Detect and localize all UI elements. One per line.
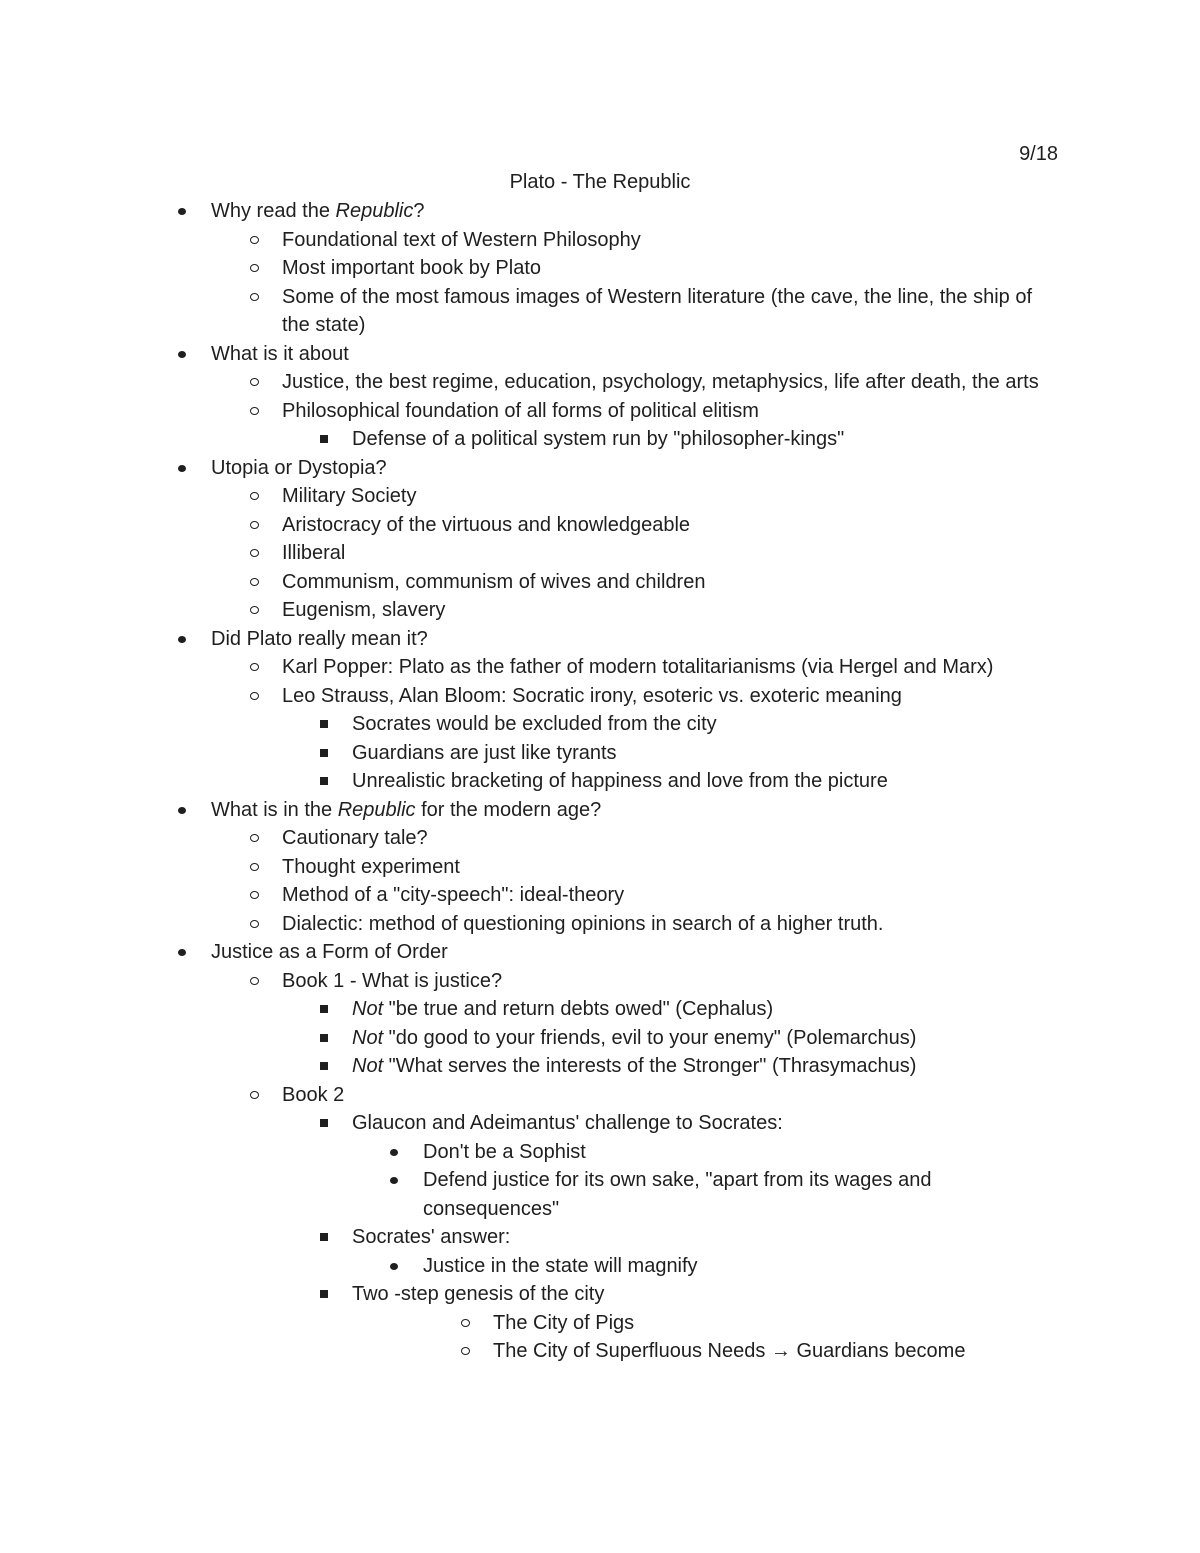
outline-item bbox=[0, 1166, 1200, 1223]
bullet-square-icon bbox=[320, 1233, 328, 1241]
outline-item bbox=[0, 967, 1200, 996]
bullet-circle-icon bbox=[250, 891, 259, 899]
outline-item bbox=[0, 425, 1200, 454]
bullet-circle-icon bbox=[461, 1347, 470, 1355]
text-segment: for the modern age? bbox=[415, 798, 602, 821]
bullet-circle-icon bbox=[250, 977, 259, 985]
outline-item bbox=[0, 767, 1200, 796]
bullet-disc-icon bbox=[178, 949, 186, 956]
outline-item bbox=[0, 1252, 1200, 1281]
text-segment: ? bbox=[413, 200, 425, 222]
bullet-circle-icon bbox=[250, 692, 259, 700]
bullet-disc-icon bbox=[390, 1149, 398, 1156]
outline-item-text: Method of a "city-speech": ideal-theory bbox=[282, 884, 625, 906]
outline-item bbox=[0, 910, 1200, 939]
outline-item bbox=[0, 1052, 1200, 1081]
outline-item bbox=[0, 226, 1200, 255]
outline-item-text: Socrates' answer: bbox=[352, 1226, 511, 1248]
bullet-circle-icon bbox=[250, 521, 259, 529]
italic-text: Republic bbox=[337, 798, 416, 821]
bullet-square-icon bbox=[320, 1005, 328, 1013]
italic-text: Not bbox=[352, 998, 384, 1020]
text-segment: "What serves the interests of the Stronger" (Thrasymachus) bbox=[383, 1055, 917, 1077]
outline-item-text: Eugenism, slavery bbox=[282, 599, 446, 621]
outline-item-text: Illiberal bbox=[282, 542, 346, 564]
outline-item-text: Utopia or Dystopia? bbox=[211, 456, 387, 479]
outline-item-text: Glaucon and Adeimantus' challenge to Socrates: bbox=[352, 1112, 783, 1134]
outline-item bbox=[0, 881, 1200, 910]
outline-item-text: Don't be a Sophist bbox=[423, 1140, 586, 1163]
text-segment: Why read the bbox=[211, 200, 336, 222]
italic-text: Not bbox=[352, 1026, 384, 1049]
text-segment: "do good to your friends, evil to your enemy" (Polemarchus) bbox=[383, 1026, 917, 1049]
bullet-circle-icon bbox=[250, 407, 259, 415]
outline-item-text: Most important book by Plato bbox=[282, 257, 542, 279]
outline-item bbox=[0, 596, 1200, 625]
outline-item-text: Leo Strauss, Alan Bloom: Socratic irony, esoteric vs. exoteric meaning bbox=[282, 684, 902, 707]
bullet-circle-icon bbox=[250, 549, 259, 557]
bullet-circle-icon bbox=[250, 264, 259, 272]
outline-item-text: Justice in the state will magnify bbox=[423, 1254, 698, 1277]
outline-item bbox=[0, 1309, 1200, 1338]
outline-item-text bbox=[352, 1024, 1062, 1053]
outline-item bbox=[0, 1138, 1200, 1167]
bullet-square-icon bbox=[320, 1062, 328, 1070]
outline-item-text: Justice as a Form of Order bbox=[211, 941, 448, 963]
outline-item bbox=[0, 568, 1200, 597]
outline-item bbox=[0, 1280, 1200, 1309]
outline-item bbox=[0, 368, 1200, 397]
outline-item-text bbox=[211, 197, 1061, 226]
outline-item-text bbox=[211, 796, 1061, 825]
outline-item-text: What is it about bbox=[211, 342, 349, 365]
outline-item bbox=[0, 938, 1200, 967]
outline-item-text: Aristocracy of the virtuous and knowledgeable bbox=[282, 513, 691, 536]
bullet-circle-icon bbox=[250, 293, 259, 301]
outline-item bbox=[0, 340, 1200, 369]
outline-item-text: Justice, the best regime, education, psychology, metaphysics, life after death, the arts bbox=[282, 371, 1039, 393]
outline-item bbox=[0, 995, 1200, 1024]
italic-text: Not bbox=[352, 1055, 384, 1077]
bullet-square-icon bbox=[320, 1290, 328, 1298]
outline-item-text: The City of Pigs bbox=[493, 1311, 635, 1334]
bullet-circle-icon bbox=[461, 1319, 470, 1327]
bullet-circle-icon bbox=[250, 236, 259, 244]
outline-item-text bbox=[352, 1052, 1062, 1081]
outline-item bbox=[0, 1109, 1200, 1138]
outline-item-text: Foundational text of Western Philosophy bbox=[282, 228, 641, 251]
bullet-square-icon bbox=[320, 720, 328, 728]
outline-item-text: Military Society bbox=[282, 485, 417, 507]
outline-item bbox=[0, 539, 1200, 568]
outline-item bbox=[0, 197, 1200, 226]
bullet-disc-icon bbox=[178, 351, 186, 358]
outline-item-text: Some of the most famous images of Western literature (the cave, the line, the ship of the state) bbox=[282, 285, 1032, 336]
outline-item bbox=[0, 511, 1200, 540]
outline-item-text: Defend justice for its own sake, "apart from its wages and consequences" bbox=[423, 1169, 932, 1220]
page-title: Plato - The Republic bbox=[509, 171, 691, 193]
bullet-circle-icon bbox=[250, 863, 259, 871]
outline-item bbox=[0, 1024, 1200, 1053]
bullet-circle-icon bbox=[250, 492, 259, 500]
bullet-circle-icon bbox=[250, 663, 259, 671]
outline-item bbox=[0, 625, 1200, 654]
outline-item-text: Unrealistic bracketing of happiness and love from the picture bbox=[352, 770, 888, 792]
outline-item-text: Socrates would be excluded from the city bbox=[352, 713, 717, 735]
outline-item-text: Dialectic: method of questioning opinions in search of a higher truth. bbox=[282, 912, 884, 935]
bullet-square-icon bbox=[320, 1119, 328, 1127]
outline-item bbox=[0, 853, 1200, 882]
bullet-disc-icon bbox=[390, 1177, 398, 1184]
bullet-disc-icon bbox=[178, 465, 186, 472]
outline-item bbox=[0, 682, 1200, 711]
bullet-disc-icon bbox=[178, 208, 186, 215]
outline-item-text: Defense of a political system run by "philosopher-kings" bbox=[352, 428, 845, 450]
bullet-circle-icon bbox=[250, 1091, 259, 1099]
text-segment: "be true and return debts owed" (Cephalus) bbox=[383, 998, 774, 1020]
date-heading: 9/18 bbox=[1019, 143, 1058, 165]
outline-item-text: Book 2 bbox=[282, 1083, 345, 1106]
bullet-square-icon bbox=[320, 435, 328, 443]
bullet-disc-icon bbox=[178, 636, 186, 643]
bullet-square-icon bbox=[320, 777, 328, 785]
outline-item bbox=[0, 796, 1200, 825]
outline-item-text: Book 1 - What is justice? bbox=[282, 969, 503, 992]
bullet-square-icon bbox=[320, 749, 328, 757]
bullet-circle-icon bbox=[250, 378, 259, 386]
outline-item bbox=[0, 454, 1200, 483]
outline-item bbox=[0, 710, 1200, 739]
outline-item bbox=[0, 653, 1200, 682]
outline-item-text: Communism, communism of wives and children bbox=[282, 570, 706, 593]
outline-item bbox=[0, 482, 1200, 511]
outline-item-text: Guardians are just like tyrants bbox=[352, 741, 617, 764]
italic-text: Republic bbox=[335, 200, 414, 222]
outline-item-text: Thought experiment bbox=[282, 855, 460, 878]
bullet-disc-icon bbox=[390, 1263, 398, 1270]
outline-item-text: Did Plato really mean it? bbox=[211, 627, 428, 650]
outline-item bbox=[0, 397, 1200, 426]
text-segment: What is in the bbox=[211, 798, 338, 821]
bullet-circle-icon bbox=[250, 606, 259, 614]
outline-item bbox=[0, 1223, 1200, 1252]
outline-item bbox=[0, 1337, 1200, 1366]
notes-outline bbox=[0, 197, 1200, 1366]
outline-item-text: Cautionary tale? bbox=[282, 827, 428, 849]
outline-item bbox=[0, 283, 1200, 340]
outline-item bbox=[0, 1081, 1200, 1110]
outline-item bbox=[0, 824, 1200, 853]
bullet-circle-icon bbox=[250, 834, 259, 842]
bullet-square-icon bbox=[320, 1034, 328, 1042]
outline-item-text: Philosophical foundation of all forms of political elitism bbox=[282, 399, 759, 422]
outline-item bbox=[0, 739, 1200, 768]
outline-item-text: The City of Superfluous Needs → Guardians become bbox=[493, 1340, 966, 1362]
bullet-disc-icon bbox=[178, 807, 186, 814]
bullet-circle-icon bbox=[250, 578, 259, 586]
bullet-circle-icon bbox=[250, 920, 259, 928]
outline-item-text: Two -step genesis of the city bbox=[352, 1283, 605, 1305]
outline-item bbox=[0, 254, 1200, 283]
outline-item-text bbox=[352, 995, 1062, 1024]
outline-item-text: Karl Popper: Plato as the father of modern totalitarianisms (via Hergel and Marx) bbox=[282, 656, 994, 678]
